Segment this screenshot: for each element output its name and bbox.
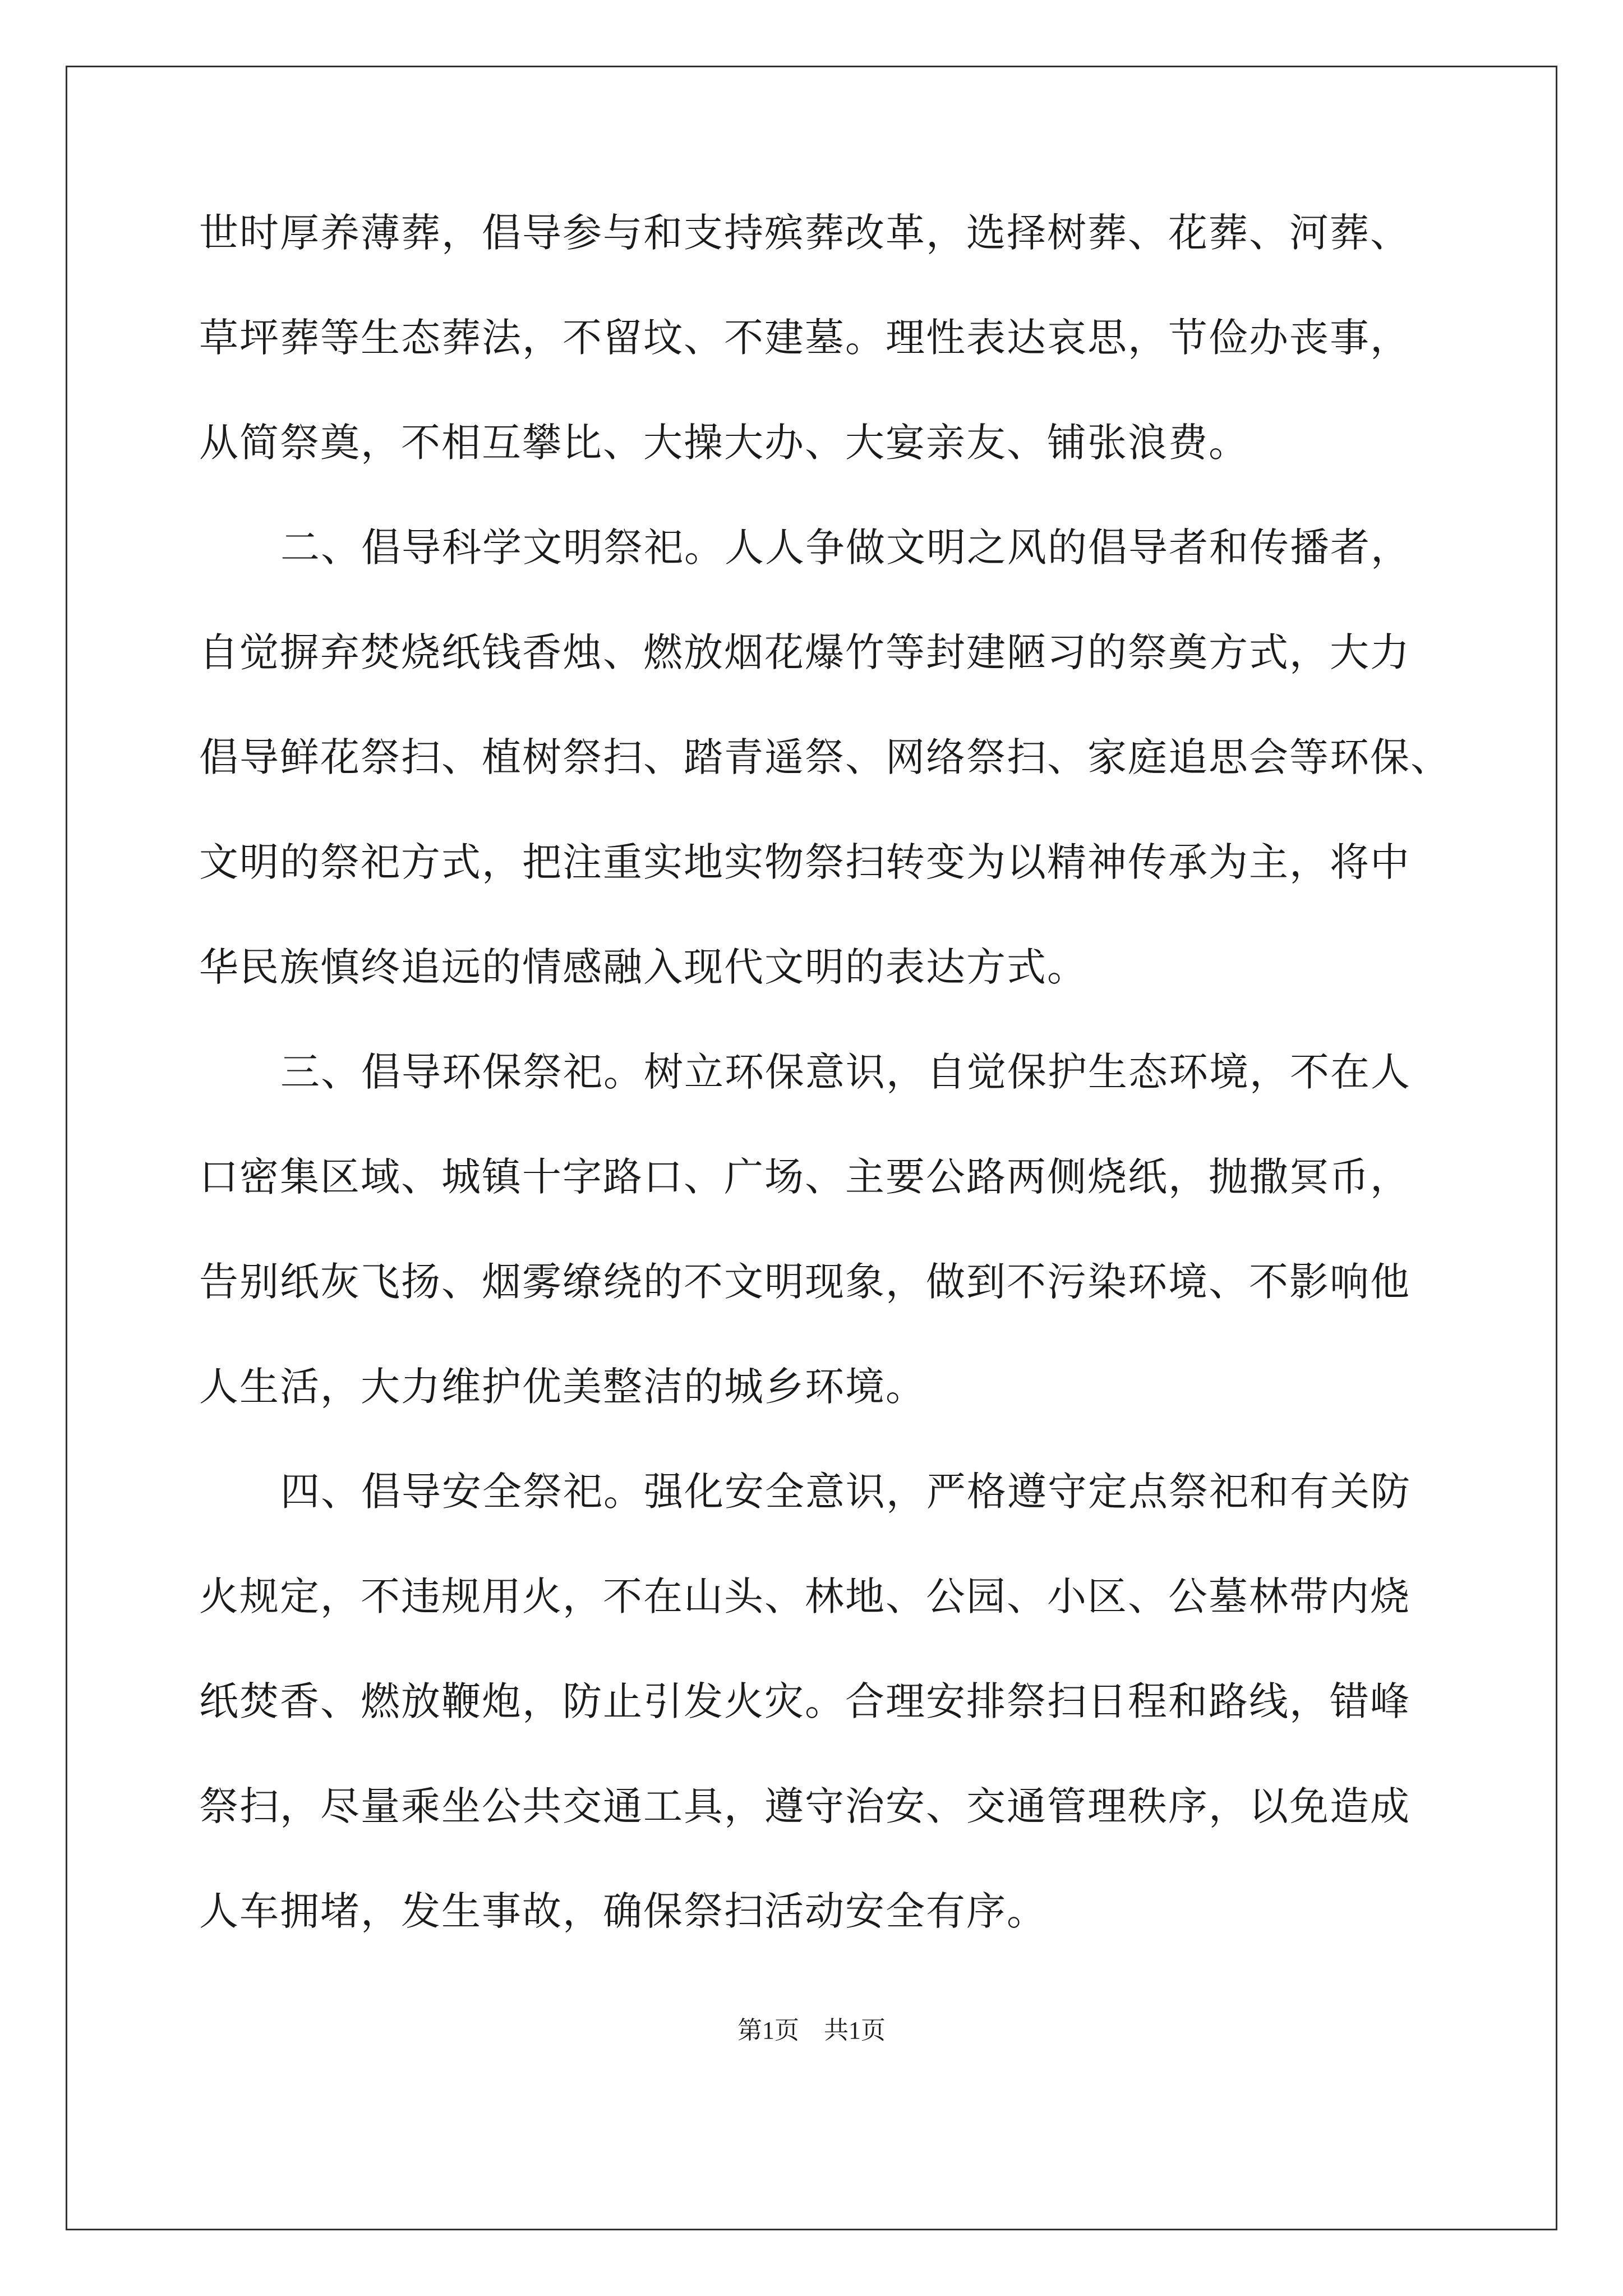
body-line-7: 文明的祭祀方式，把注重实地实物祭扫转变为以精神传承为主，将中 — [199, 839, 1410, 885]
body-line-12: 人生活，大力维护优美整洁的城乡环境。 — [199, 1364, 926, 1410]
paragraph-4-line-1: 四、倡导安全祭祀。强化安全意识，严格遵守定点祭祀和有关防 — [280, 1469, 1411, 1515]
page-number-current: 第1页 — [737, 2017, 799, 2044]
paragraph-2-line-1: 二、倡导科学文明祭祀。人人争做文明之风的倡导者和传播者， — [280, 524, 1411, 570]
page-number-total: 共1页 — [824, 2017, 886, 2044]
body-line-1: 世时厚养薄葬，倡导参与和支持殡葬改革，选择树葬、花葬、河葬、 — [199, 210, 1410, 256]
body-line-14: 火规定，不违规用火，不在山头、林地、公园、小区、公墓林带内烧 — [199, 1573, 1410, 1619]
body-line-5: 自觉摒弃焚烧纸钱香烛、燃放烟花爆竹等封建陋习的祭奠方式，大力 — [199, 629, 1410, 675]
body-line-17: 人车拥堵，发生事故，确保祭扫活动安全有序。 — [199, 1888, 1047, 1934]
body-line-11: 告别纸灰飞扬、烟雾缭绕的不文明现象，做到不污染环境、不影响他 — [199, 1259, 1410, 1305]
body-line-8: 华民族慎终追远的情感融入现代文明的表达方式。 — [199, 944, 1087, 990]
body-line-10: 口密集区域、城镇十字路口、广场、主要公路两侧烧纸，抛撒冥币， — [199, 1154, 1410, 1200]
paragraph-3-line-1: 三、倡导环保祭祀。树立环保意识，自觉保护生态环境，不在人 — [280, 1049, 1411, 1095]
body-line-3: 从简祭奠，不相互攀比、大操大办、大宴亲友、铺张浪费。 — [199, 420, 1249, 466]
body-line-2: 草坪葬等生态葬法，不留坟、不建墓。理性表达哀思，节俭办丧事， — [199, 315, 1410, 361]
body-line-6: 倡导鲜花祭扫、植树祭扫、踏青遥祭、网络祭扫、家庭追思会等环保、 — [199, 734, 1451, 780]
body-line-16: 祭扫，尽量乘坐公共交通工具，遵守治安、交通管理秩序，以免造成 — [199, 1783, 1410, 1829]
body-line-15: 纸焚香、燃放鞭炮，防止引发火灾。合理安排祭扫日程和路线，错峰 — [199, 1678, 1410, 1724]
page-footer — [0, 2017, 1623, 2045]
document-body — [199, 210, 1451, 1996]
